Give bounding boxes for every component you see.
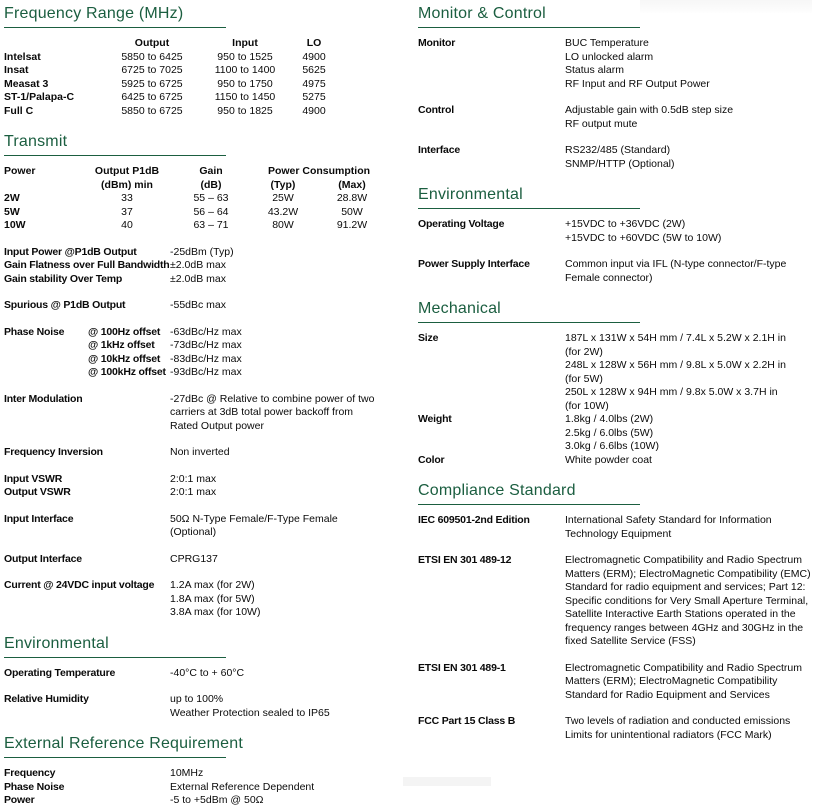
spec-value-line: Technology Equipment — [565, 527, 672, 540]
spec-value — [170, 667, 406, 681]
spec-label: Output VSWR — [4, 486, 71, 498]
spec-label: Relative Humidity — [4, 693, 89, 705]
spec-row — [418, 332, 814, 413]
spec-row — [4, 353, 406, 367]
spec-value — [170, 486, 406, 500]
spec-value-line: -83dBc/Hz max — [170, 352, 242, 365]
table-cell: 55 – 63 — [193, 192, 229, 204]
spec-value-line: ±2.0dB max — [170, 259, 226, 271]
spec-value-line: Common input via IFL (N-type connector/F-type — [565, 258, 787, 270]
spec-value-line: -55dBc max — [170, 299, 227, 311]
col-header-lo: LO — [306, 37, 322, 49]
spec-value-line: LO unlocked alarm — [565, 50, 654, 63]
spec-value-line: 10MHz — [170, 767, 204, 779]
spec-value-line: -40°C to + 60°C — [170, 666, 245, 679]
table-cell: 63 – 71 — [193, 219, 229, 231]
table-cell: 56 – 64 — [193, 205, 229, 218]
mechanical-spec-list — [418, 332, 814, 467]
spec-value-line: White powder coat — [565, 453, 652, 466]
table-cell: 5W — [4, 205, 20, 218]
spec-row — [4, 273, 406, 287]
spec-label: Input VSWR — [4, 472, 63, 485]
table-cell: 5850 to 6725 — [121, 104, 183, 117]
spec-sublabel: @ 100Hz offset — [88, 325, 161, 338]
spec-label: Output Interface — [4, 552, 82, 565]
spec-row — [4, 446, 406, 460]
spec-value-line: Limits for unintentional radiators (FCC Mark) — [565, 728, 772, 741]
spec-value — [170, 273, 406, 287]
spec-value — [565, 413, 814, 454]
spec-value — [170, 393, 406, 434]
spec-label: Gain Flatness over Full Bandwidth — [4, 259, 170, 271]
table-cell: Intelsat — [4, 50, 41, 63]
section-title: Mechanical — [418, 300, 501, 317]
spec-label: Control — [418, 104, 454, 116]
spec-row — [418, 104, 814, 131]
spec-value-line: SNMP/HTTP (Optional) — [565, 157, 675, 170]
col-header-p1db: Output P1dB — [94, 165, 160, 177]
table-cell: 950 to 1525 — [217, 50, 273, 63]
spec-value-line: 3.0kg / 6.6lbs (10W) — [565, 440, 659, 452]
table-row — [4, 105, 406, 119]
spec-row — [4, 693, 406, 720]
spec-value — [170, 259, 406, 273]
spec-value-line: +15VDC to +60VDC (5W to 10W) — [565, 231, 722, 244]
spec-value — [170, 366, 406, 380]
spec-value — [565, 144, 814, 171]
spec-value — [565, 258, 814, 285]
spec-value-line: -63dBc/Hz max — [170, 325, 242, 338]
table-header-row — [4, 37, 406, 51]
spec-value-line: International Safety Standard for Information — [565, 514, 772, 526]
spec-value — [170, 353, 406, 367]
table-cell: 950 to 1750 — [217, 77, 273, 90]
spec-value — [170, 553, 406, 567]
table-cell: 6725 to 7025 — [121, 64, 183, 76]
table-cell: 37 — [121, 205, 133, 218]
table-row — [4, 51, 406, 65]
col-header-gain: Gain — [199, 165, 223, 177]
spec-value — [565, 662, 814, 703]
table-cell: 40 — [121, 219, 133, 231]
spec-label: Monitor — [418, 37, 456, 49]
spec-value-line: Matters (ERM); ElectroMagnetic Compatibility (EMC) — [565, 567, 811, 580]
spec-label: Operating Voltage — [418, 218, 505, 230]
spec-row — [418, 554, 814, 649]
table-cell: 28.8W — [336, 192, 368, 204]
section-title: Compliance Standard — [418, 482, 576, 499]
table-cell: ST-1/Palapa-C — [4, 91, 75, 103]
spec-label: Input Power @P1dB Output — [4, 245, 137, 258]
spec-value-line: Weather Protection sealed to IP65 — [170, 706, 330, 719]
header-spacer — [4, 179, 82, 193]
spec-label — [4, 339, 170, 353]
table-row — [4, 192, 406, 206]
spec-value-line: +15VDC to +36VDC (2W) — [565, 218, 686, 230]
frequency-range-table — [4, 37, 406, 118]
spec-value-line: (for 10W) — [565, 399, 609, 412]
col-header-output: Output — [134, 37, 170, 49]
spec-row — [4, 259, 406, 273]
spec-value — [170, 299, 406, 313]
spec-value — [565, 37, 814, 91]
spec-value-line: (for 5W) — [565, 372, 603, 385]
spec-value-line: 187L x 131W x 54H mm / 7.4L x 5.2W x 2.1H in — [565, 332, 786, 344]
spec-sublabel: @ 1kHz offset — [88, 339, 155, 351]
spec-label: ETSI EN 301 489-1 — [418, 661, 506, 674]
table-cell: 4900 — [302, 104, 326, 117]
spec-label: Color — [418, 453, 445, 466]
spec-label: Current @ 24VDC input voltage — [4, 579, 155, 591]
section-rule — [4, 657, 226, 658]
spec-value-line: External Reference Dependent — [170, 780, 315, 793]
section-rule — [418, 208, 640, 209]
table-cell: 80W — [272, 219, 294, 231]
spec-row — [4, 393, 406, 434]
spec-value-line: (for 2W) — [565, 345, 603, 358]
spec-value-line: -25dBm (Typ) — [170, 245, 234, 258]
spec-value — [170, 794, 406, 808]
table-header-row2 — [4, 179, 406, 193]
spec-value — [170, 781, 406, 795]
spec-value-line: ±2.0dB max — [170, 272, 226, 285]
spec-label: FCC Part 15 Class B — [418, 715, 516, 727]
header-spacer — [4, 37, 100, 51]
spec-row — [4, 781, 406, 795]
spec-value-line: Female connector) — [565, 271, 653, 284]
spec-row — [418, 454, 814, 468]
spec-row — [4, 513, 406, 540]
spec-value — [565, 514, 814, 541]
spec-row — [418, 413, 814, 454]
spec-value-line: carriers at 3dB total power backoff from — [170, 406, 354, 418]
section-mechanical — [418, 300, 814, 467]
table-cell: 33 — [121, 192, 133, 204]
table-cell: Full C — [4, 104, 34, 117]
spec-value-line: Electromagnetic Compatibility and Radio Spectrum — [565, 661, 802, 674]
spec-value — [565, 332, 814, 413]
spec-value-line: Satellite Interactive Earth Stations operated in the — [565, 608, 796, 620]
table-row — [4, 78, 406, 92]
spec-value — [565, 104, 814, 131]
spec-value — [565, 454, 814, 468]
left-column — [4, 5, 406, 808]
right-column — [418, 5, 814, 742]
col-header-p1db-unit: (dBm) min — [101, 178, 153, 191]
spec-value-line: -73dBc/Hz max — [170, 339, 242, 351]
section-rule — [418, 322, 640, 323]
spec-row — [4, 326, 406, 340]
spec-row — [4, 486, 406, 500]
spec-label: Phase Noise — [4, 780, 65, 793]
spec-label: Frequency Inversion — [4, 446, 103, 458]
section-monitor-control — [418, 5, 814, 171]
section-title: Frequency Range (MHz) — [4, 5, 184, 22]
spec-label: Input Interface — [4, 512, 74, 525]
spec-row — [4, 473, 406, 487]
spec-value-line: Matters (ERM); ElectroMagnetic Compatibility — [565, 675, 778, 687]
spec-value — [170, 693, 406, 720]
table-cell: Measat 3 — [4, 77, 49, 90]
section-frequency-range — [4, 5, 406, 118]
table-cell: 1150 to 1450 — [214, 91, 276, 103]
table-header-row — [4, 165, 406, 179]
spec-value-line: Specific conditions for Very Small Aperture Terminal, — [565, 594, 809, 607]
spec-value-line: Adjustable gain with 0.5dB step size — [565, 104, 734, 116]
section-title: External Reference Requirement — [4, 735, 244, 752]
col-header-max: (Max) — [338, 178, 366, 191]
table-body — [4, 51, 406, 119]
section-rule — [418, 504, 640, 505]
section-title: Transmit — [4, 133, 68, 150]
spec-row — [4, 339, 406, 353]
section-compliance — [418, 482, 814, 742]
col-header-gain-unit: (dB) — [200, 178, 222, 191]
spec-value-line: 50Ω N-Type Female/F-Type Female — [170, 512, 338, 525]
spec-row — [418, 514, 814, 541]
spec-label: Operating Temperature — [4, 666, 116, 679]
spec-value-line: -93dBc/Hz max — [170, 366, 242, 378]
spec-row — [418, 218, 814, 245]
table-cell: 5925 to 6725 — [121, 77, 183, 90]
spec-label-text — [4, 366, 88, 380]
section-rule — [4, 155, 226, 156]
spec-value-line: BUC Temperature — [565, 37, 649, 49]
spec-value-line: 3.8A max (for 10W) — [170, 606, 261, 618]
spec-value-line: -27dBc @ Relative to combine power of two — [170, 392, 375, 405]
spec-row — [4, 767, 406, 781]
table-cell: 50W — [341, 205, 363, 218]
table-cell: 25W — [272, 192, 294, 204]
spec-label: Size — [418, 332, 439, 344]
table-cell: 5625 — [302, 64, 326, 76]
spec-value-line: 248L x 128W x 56H mm / 9.8L x 5.0W x 2.2H in — [565, 359, 786, 371]
spec-label: Power — [4, 794, 35, 806]
spec-label — [4, 326, 170, 340]
spec-value — [170, 339, 406, 353]
spec-value — [565, 715, 814, 742]
transmit-spec-list — [4, 246, 406, 620]
spec-value-line: Standard for radio equipment and services; Part 12: — [565, 581, 806, 593]
spec-value-line: Rated Output power — [170, 419, 264, 432]
monitor-control-spec-list — [418, 37, 814, 171]
environmental-spec-list — [4, 667, 406, 721]
spec-sublabel: @ 100kHz offset — [88, 366, 166, 378]
section-title: Environmental — [418, 186, 523, 203]
spec-value — [170, 767, 406, 781]
spec-value-line: Two levels of radiation and conducted emissions — [565, 715, 791, 727]
spec-value-line: 2:0:1 max — [170, 472, 217, 485]
spec-value-line: (Optional) — [170, 526, 217, 538]
table-row — [4, 219, 406, 233]
section-title: Environmental — [4, 634, 109, 652]
spec-value-line: fixed Satellite Service (FSS) — [565, 635, 696, 647]
spec-value — [170, 473, 406, 487]
spec-value-line: RF output mute — [565, 117, 638, 130]
spec-row — [418, 144, 814, 171]
spec-label: Weight — [418, 413, 452, 425]
spec-value-line: RF Input and RF Output Power — [565, 77, 710, 90]
section-title: Monitor & Control — [418, 5, 546, 22]
table-cell: 4975 — [302, 77, 326, 90]
section-rule — [418, 27, 640, 28]
spec-row — [418, 662, 814, 703]
spec-row — [4, 246, 406, 260]
table-row — [4, 91, 406, 105]
spec-value-line: 1.8kg / 4.0lbs (2W) — [565, 413, 654, 425]
spec-label-text — [4, 339, 88, 353]
spec-row — [4, 366, 406, 380]
col-header-consumption: Power Consumption — [267, 165, 371, 177]
spec-label: Inter Modulation — [4, 392, 83, 405]
col-header-input: Input — [232, 37, 258, 49]
spec-label: ETSI EN 301 489-12 — [418, 554, 512, 566]
spec-value-line: up to 100% — [170, 693, 224, 705]
spec-value-line: 2:0:1 max — [170, 486, 217, 498]
spec-value — [565, 554, 814, 649]
spec-label-text: Phase Noise — [4, 325, 65, 338]
table-body — [4, 192, 406, 233]
table-row — [4, 206, 406, 220]
external-reference-spec-list — [4, 767, 406, 808]
spec-value-line: 2.5kg / 6.0lbs (5W) — [565, 426, 654, 439]
compliance-spec-list — [418, 514, 814, 742]
spec-value-line: 250L x 128W x 94H mm / 9.8x 5.0W x 3.7H in — [565, 386, 778, 398]
col-header-power: Power — [4, 165, 36, 177]
table-cell: 6425 to 6725 — [121, 91, 183, 103]
spec-value — [565, 218, 814, 245]
spec-sublabel: @ 10kHz offset — [88, 352, 161, 365]
spec-value-line: Standard for Radio Equipment and Services — [565, 688, 770, 701]
spec-value — [170, 326, 406, 340]
table-cell: 4900 — [302, 50, 326, 63]
section-external-reference — [4, 735, 406, 808]
col-header-typ: (Typ) — [270, 178, 296, 191]
spec-label — [4, 366, 170, 380]
spec-value-line: frequency ranges between 4GHz and 30GHz in the — [565, 621, 804, 634]
spec-value-line: 1.8A max (for 5W) — [170, 592, 255, 605]
spec-label: IEC 609501-2nd Edition — [418, 514, 530, 526]
spec-row — [4, 667, 406, 681]
spec-label: Frequency — [4, 767, 56, 779]
spec-value-line: 1.2A max (for 2W) — [170, 579, 255, 591]
spec-value — [170, 246, 406, 260]
spec-row — [4, 299, 406, 313]
spec-label-text — [4, 353, 88, 367]
spec-value — [170, 513, 406, 540]
spec-value — [170, 579, 406, 620]
table-cell: 1100 to 1400 — [214, 64, 276, 76]
spec-row — [418, 258, 814, 285]
spec-row — [4, 794, 406, 808]
environmental-spec-list — [418, 218, 814, 285]
spec-row — [4, 579, 406, 620]
table-cell: Insat — [4, 64, 29, 76]
spec-value — [170, 446, 406, 460]
spec-value-line: RS232/485 (Standard) — [565, 144, 671, 156]
section-rule — [4, 757, 226, 758]
section-rule — [4, 27, 226, 28]
table-cell: 10W — [4, 219, 26, 231]
spec-label: Gain stability Over Temp — [4, 272, 123, 285]
spec-label: Spurious @ P1dB Output — [4, 299, 126, 311]
table-cell: 5850 to 6425 — [121, 50, 183, 63]
spec-value-line: Electromagnetic Compatibility and Radio Spectrum — [565, 554, 802, 566]
table-cell: 950 to 1825 — [217, 104, 273, 117]
table-cell: 5275 — [302, 91, 326, 103]
section-transmit — [4, 133, 406, 620]
table-row — [4, 64, 406, 78]
spec-value-line: Status alarm — [565, 64, 624, 76]
spec-row — [418, 715, 814, 742]
spec-row — [4, 553, 406, 567]
spec-value-line: CPRG137 — [170, 552, 218, 565]
section-environmental-left — [4, 635, 406, 721]
spec-label — [4, 353, 170, 367]
table-cell: 43.2W — [267, 205, 299, 218]
table-cell: 2W — [4, 192, 20, 204]
spec-label: Interface — [418, 144, 460, 156]
spec-value-line: -5 to +5dBm @ 50Ω — [170, 794, 264, 806]
spec-row — [418, 37, 814, 91]
table-cell: 91.2W — [336, 219, 368, 231]
section-environmental-right — [418, 186, 814, 285]
scan-smudge — [403, 777, 491, 786]
spec-label: Power Supply Interface — [418, 258, 530, 270]
spec-value-line: Non inverted — [170, 446, 230, 458]
